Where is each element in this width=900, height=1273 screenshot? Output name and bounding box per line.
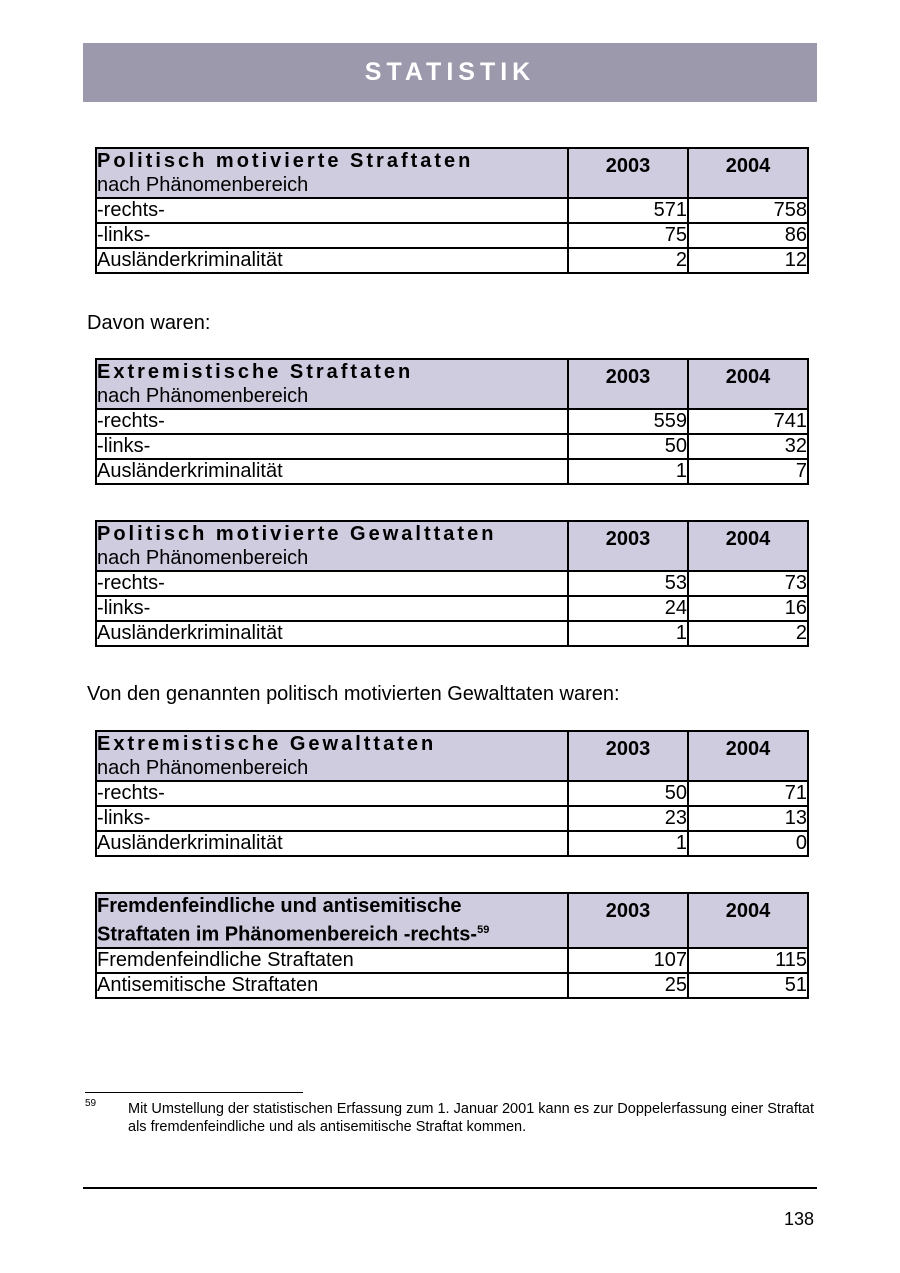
value-2004: 73 [688, 571, 808, 596]
row-label: Ausländerkriminalität [96, 248, 568, 273]
column-header-year: 2004 [688, 359, 808, 409]
value-2003: 107 [568, 948, 688, 973]
table-extremistische-straftaten [95, 358, 809, 485]
value-2003: 571 [568, 198, 688, 223]
row-label: Ausländerkriminalität [96, 621, 568, 646]
table-politisch-motivierte-gewalttaten [95, 520, 809, 647]
row-label: -rechts- [96, 198, 568, 223]
value-2003: 2 [568, 248, 688, 273]
column-header-year: 2004 [688, 148, 808, 198]
value-2004: 2 [688, 621, 808, 646]
table-row [96, 223, 808, 248]
page-number: 138 [783, 1209, 814, 1229]
page-header-title: STATISTIK [83, 43, 817, 102]
value-2003: 1 [568, 621, 688, 646]
value-2003: 50 [568, 781, 688, 806]
table-politisch-motivierte-straftaten [95, 147, 809, 274]
table-header [96, 731, 568, 781]
row-label: -rechts- [96, 781, 568, 806]
table-subtitle: nach Phänomenbereich [97, 174, 309, 196]
table-row [96, 571, 808, 596]
column-header-year: 2004 [688, 731, 808, 781]
table-header [96, 893, 568, 948]
value-2004: 12 [688, 248, 808, 273]
row-label: -links- [96, 223, 568, 248]
column-header-year: 2003 [568, 148, 688, 198]
table-row [96, 621, 808, 646]
value-2003: 25 [568, 973, 688, 998]
table-header [96, 521, 568, 571]
table-row [96, 434, 808, 459]
value-2003: 50 [568, 434, 688, 459]
column-header-year: 2003 [568, 359, 688, 409]
table-row [96, 948, 808, 973]
value-2004: 32 [688, 434, 808, 459]
table-title: Politisch motivierte Straftaten [97, 150, 474, 172]
value-2004: 71 [688, 781, 808, 806]
row-label: -links- [96, 596, 568, 621]
table-title: Politisch motivierte Gewalttaten [97, 523, 497, 545]
table-fremdenfeindliche-antisemitische-straftaten [95, 892, 809, 999]
value-2004: 115 [688, 948, 808, 973]
row-label: Ausländerkriminalität [96, 459, 568, 484]
column-header-year: 2003 [568, 521, 688, 571]
value-2004: 0 [688, 831, 808, 856]
value-2003: 559 [568, 409, 688, 434]
value-2003: 75 [568, 223, 688, 248]
footnote-reference: 59 [477, 924, 490, 936]
table-title: Extremistische Gewalttaten [97, 733, 437, 755]
table-title-line2 [97, 918, 567, 947]
row-label: Ausländerkriminalität [96, 831, 568, 856]
value-2004: 13 [688, 806, 808, 831]
page-footer-divider [83, 1187, 817, 1189]
value-2004: 86 [688, 223, 808, 248]
table-row [96, 409, 808, 434]
intro-text-von-den-genannten: Von den genannten politisch motivierten Gewalttaten waren: [87, 683, 620, 705]
table-title: Extremistische Straftaten [97, 361, 414, 383]
table-extremistische-gewalttaten [95, 730, 809, 857]
footnote-divider [85, 1092, 303, 1093]
table-row [96, 198, 808, 223]
row-label: -rechts- [96, 571, 568, 596]
table-subtitle: nach Phänomenbereich [97, 547, 309, 569]
row-label: -rechts- [96, 409, 568, 434]
column-header-year: 2004 [688, 893, 808, 948]
value-2004: 16 [688, 596, 808, 621]
value-2003: 53 [568, 571, 688, 596]
column-header-year: 2004 [688, 521, 808, 571]
table-subtitle: nach Phänomenbereich [97, 385, 309, 407]
value-2003: 1 [568, 831, 688, 856]
footnote-text: Mit Umstellung der statistischen Erfassung zum 1. Januar 2001 kann es zur Doppelerfassung einer Straftat als fremdenfeindliche und als antisemitische Straftat kommen. [128, 1101, 814, 1135]
intro-text-davon-waren: Davon waren: [87, 312, 211, 334]
table-row [96, 248, 808, 273]
table-row [96, 596, 808, 621]
footnote-number: 59 [85, 1098, 97, 1109]
row-label: -links- [96, 806, 568, 831]
value-2004: 7 [688, 459, 808, 484]
row-label: -links- [96, 434, 568, 459]
column-header-year: 2003 [568, 893, 688, 948]
row-label: Antisemitische Straftaten [96, 973, 568, 998]
table-header [96, 148, 568, 198]
value-2003: 24 [568, 596, 688, 621]
table-row [96, 973, 808, 998]
value-2003: 23 [568, 806, 688, 831]
table-row [96, 831, 808, 856]
value-2004: 741 [688, 409, 808, 434]
table-header [96, 359, 568, 409]
table-row [96, 806, 808, 831]
table-row [96, 781, 808, 806]
row-label: Fremdenfeindliche Straftaten [96, 948, 568, 973]
value-2004: 51 [688, 973, 808, 998]
table-subtitle: nach Phänomenbereich [97, 757, 309, 779]
table-title-line2-text: Straftaten im Phänomenbereich -rechts- [97, 923, 478, 946]
value-2004: 758 [688, 198, 808, 223]
value-2003: 1 [568, 459, 688, 484]
column-header-year: 2003 [568, 731, 688, 781]
table-title-line1: Fremdenfeindliche und antisemitische [97, 895, 462, 917]
table-row [96, 459, 808, 484]
